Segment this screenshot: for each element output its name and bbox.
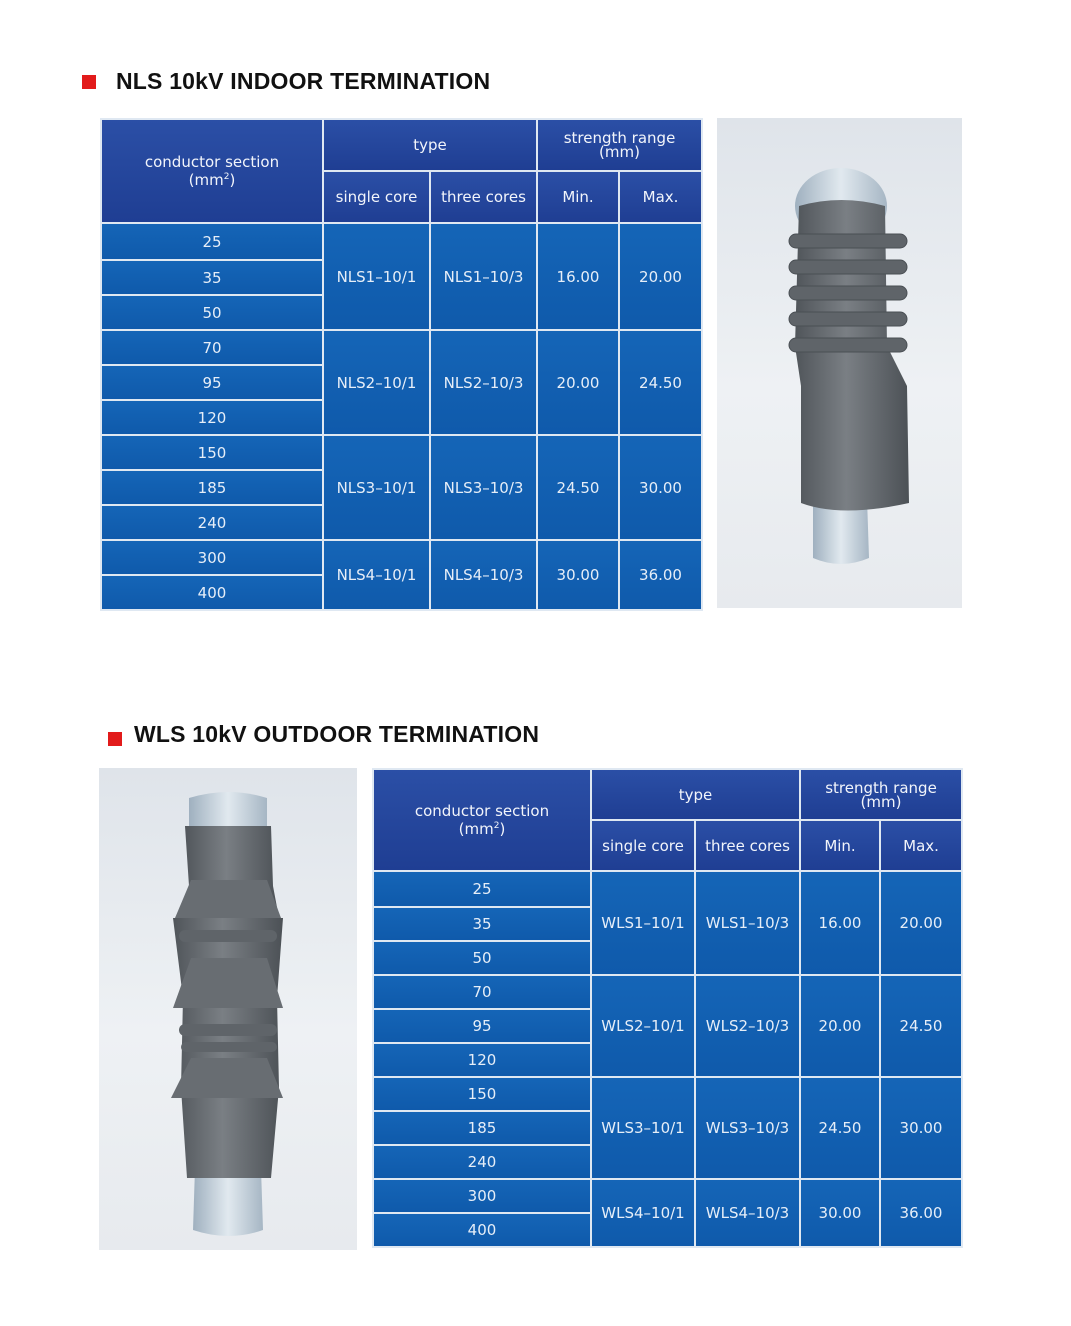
- outdoor-title-text: WLS 10kV OUTDOOR TERMINATION: [134, 721, 540, 747]
- strength-range-header: strength range (mm): [537, 119, 702, 171]
- max-cell: 20.00: [619, 223, 702, 330]
- section-cell: 35: [373, 907, 591, 941]
- three-cores-header: three cores: [695, 820, 800, 871]
- min-cell: 16.00: [537, 223, 619, 330]
- three-cores-type-cell: WLS2–10/3: [695, 975, 800, 1077]
- red-square-bullet-icon: [108, 732, 122, 746]
- section-cell: 35: [101, 260, 323, 295]
- min-cell: 24.50: [800, 1077, 880, 1179]
- three-cores-type-cell: WLS3–10/3: [695, 1077, 800, 1179]
- outdoor-section-title: [108, 721, 539, 748]
- section-cell: 400: [373, 1213, 591, 1247]
- min-cell: 16.00: [800, 871, 880, 975]
- section-cell: 240: [101, 505, 323, 540]
- section-cell: 25: [101, 223, 323, 260]
- indoor-termination-photo: [717, 118, 962, 608]
- max-cell: 30.00: [619, 435, 702, 540]
- section-cell: 25: [373, 871, 591, 907]
- single-core-type-cell: WLS2–10/1: [591, 975, 695, 1077]
- section-cell: 50: [373, 941, 591, 975]
- conductor-section-header: conductor section $(mm^2)$: [373, 769, 591, 871]
- single-core-type-cell: WLS1–10/1: [591, 871, 695, 975]
- max-cell: 24.50: [619, 330, 702, 435]
- max-header: Max.: [619, 171, 702, 223]
- min-cell: 20.00: [537, 330, 619, 435]
- indoor-title-text: NLS 10kV INDOOR TERMINATION: [116, 68, 491, 94]
- single-core-type-cell: WLS3–10/1: [591, 1077, 695, 1179]
- min-header: Min.: [537, 171, 619, 223]
- min-cell: 24.50: [537, 435, 619, 540]
- indoor-spec-table: [100, 118, 703, 611]
- single-core-type-cell: NLS3–10/1: [323, 435, 430, 540]
- section-cell: 50: [101, 295, 323, 330]
- strength-range-header: strength range (mm): [800, 769, 962, 820]
- three-cores-type-cell: NLS4–10/3: [430, 540, 537, 610]
- section-cell: 120: [101, 400, 323, 435]
- type-header: type: [323, 119, 537, 171]
- three-cores-type-cell: WLS4–10/3: [695, 1179, 800, 1247]
- section-cell: 185: [373, 1111, 591, 1145]
- three-cores-type-cell: NLS2–10/3: [430, 330, 537, 435]
- three-cores-type-cell: NLS3–10/3: [430, 435, 537, 540]
- single-core-header: single core: [591, 820, 695, 871]
- max-header: Max.: [880, 820, 962, 871]
- single-core-header: single core: [323, 171, 430, 223]
- max-cell: 30.00: [880, 1077, 962, 1179]
- indoor-termination-icon: [717, 118, 962, 608]
- section-cell: 95: [101, 365, 323, 400]
- max-cell: 20.00: [880, 871, 962, 975]
- three-cores-header: three cores: [430, 171, 537, 223]
- min-header: Min.: [800, 820, 880, 871]
- max-cell: 36.00: [880, 1179, 962, 1247]
- section-cell: 300: [373, 1179, 591, 1213]
- single-core-type-cell: NLS4–10/1: [323, 540, 430, 610]
- section-cell: 240: [373, 1145, 591, 1179]
- conductor-section-header: conductor section $(mm^2)$: [101, 119, 323, 223]
- max-cell: 36.00: [619, 540, 702, 610]
- section-cell: 95: [373, 1009, 591, 1043]
- outdoor-termination-photo: [99, 768, 357, 1250]
- indoor-section-title: [82, 68, 490, 95]
- single-core-type-cell: WLS4–10/1: [591, 1179, 695, 1247]
- section-cell: 150: [101, 435, 323, 470]
- three-cores-type-cell: WLS1–10/3: [695, 871, 800, 975]
- min-cell: 30.00: [537, 540, 619, 610]
- section-cell: 70: [101, 330, 323, 365]
- single-core-type-cell: NLS1–10/1: [323, 223, 430, 330]
- outdoor-spec-table: [372, 768, 963, 1248]
- min-cell: 30.00: [800, 1179, 880, 1247]
- type-header: type: [591, 769, 800, 820]
- section-cell: 185: [101, 470, 323, 505]
- red-square-bullet-icon: [82, 75, 96, 89]
- outdoor-termination-icon: [99, 768, 357, 1250]
- section-cell: 70: [373, 975, 591, 1009]
- section-cell: 150: [373, 1077, 591, 1111]
- section-cell: 120: [373, 1043, 591, 1077]
- max-cell: 24.50: [880, 975, 962, 1077]
- section-cell: 300: [101, 540, 323, 575]
- section-cell: 400: [101, 575, 323, 610]
- min-cell: 20.00: [800, 975, 880, 1077]
- three-cores-type-cell: NLS1–10/3: [430, 223, 537, 330]
- single-core-type-cell: NLS2–10/1: [323, 330, 430, 435]
